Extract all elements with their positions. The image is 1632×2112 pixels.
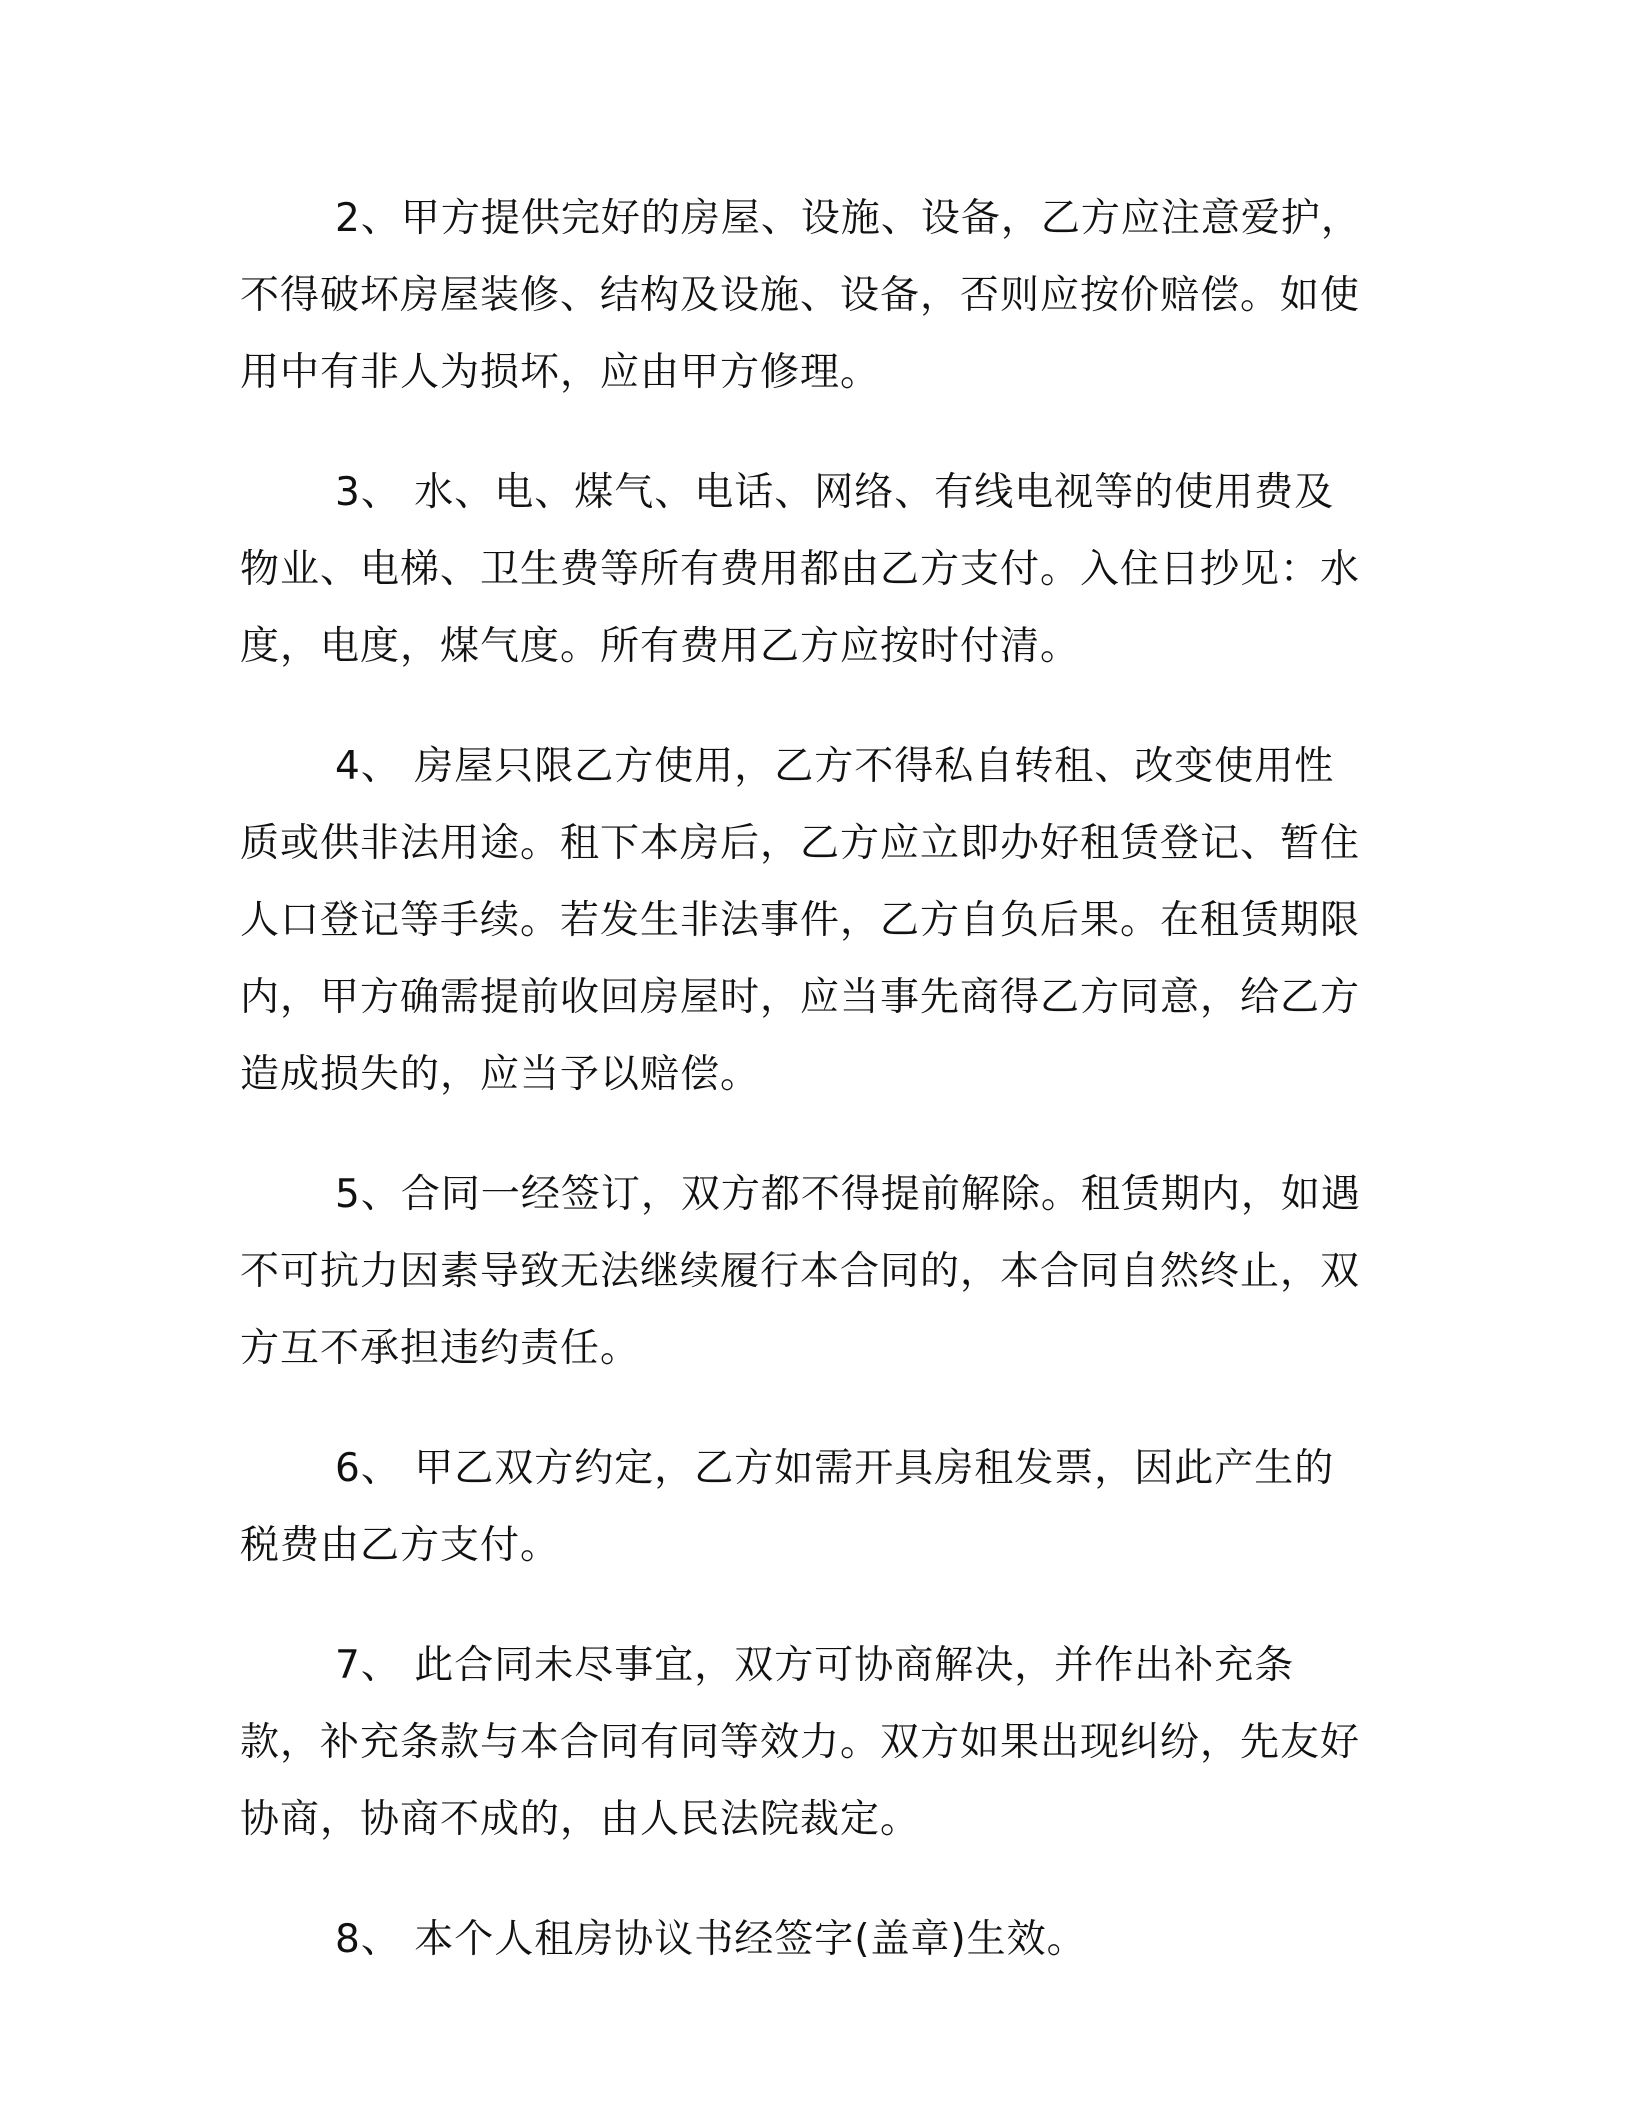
clause-number: 3、 xyxy=(335,470,401,515)
clause-number: 7、 xyxy=(335,1643,401,1688)
clause-number: 5、 xyxy=(335,1172,401,1217)
clause-7 xyxy=(240,1627,1370,1858)
clause-5 xyxy=(240,1156,1370,1387)
clause-text: 甲方提供完好的房屋、设施、设备，乙方应注意爱护，不得破坏房屋装修、结构及设施、设备，否则应按价赔偿。如使用中有非人为损坏，应由甲方修理。 xyxy=(240,196,1361,395)
clause-text: 本个人租房协议书经签字(盖章)生效。 xyxy=(400,1917,1087,1962)
clause-2 xyxy=(240,180,1370,411)
clause-number: 4、 xyxy=(335,744,401,789)
clause-text: 甲乙双方约定，乙方如需开具房租发票，因此产生的税费由乙方支付。 xyxy=(240,1446,1335,1568)
clause-3 xyxy=(240,454,1370,685)
clause-text: 此合同未尽事宜，双方可协商解决，并作出补充条款，补充条款与本合同有同等效力。双方如果出现纠纷，先友好协商，协商不成的，由人民法院裁定。 xyxy=(240,1643,1361,1842)
clause-6 xyxy=(240,1430,1370,1584)
clause-text: 合同一经签订，双方都不得提前解除。租赁期内，如遇不可抗力因素导致无法继续履行本合同的，本合同自然终止，双方互不承担违约责任。 xyxy=(240,1172,1361,1371)
clause-4 xyxy=(240,728,1370,1113)
clause-8 xyxy=(240,1901,1370,1978)
clause-number: 6、 xyxy=(335,1446,401,1491)
document-body xyxy=(240,180,1370,2021)
clause-number: 8、 xyxy=(335,1917,401,1962)
clause-number: 2、 xyxy=(335,196,401,241)
clause-text: 房屋只限乙方使用，乙方不得私自转租、改变使用性质或供非法用途。租下本房后，乙方应立即办好租赁登记、暂住人口登记等手续。若发生非法事件，乙方自负后果。在租赁期限内，甲方确需提前收回房屋时，应当事先商得乙方同意，给乙方造成损失的，应当予以赔偿。 xyxy=(240,744,1361,1097)
clause-text: 水、电、煤气、电话、网络、有线电视等的使用费及物业、电梯、卫生费等所有费用都由乙方支付。入住日抄见：水度，电度，煤气度。所有费用乙方应按时付清。 xyxy=(240,470,1361,669)
